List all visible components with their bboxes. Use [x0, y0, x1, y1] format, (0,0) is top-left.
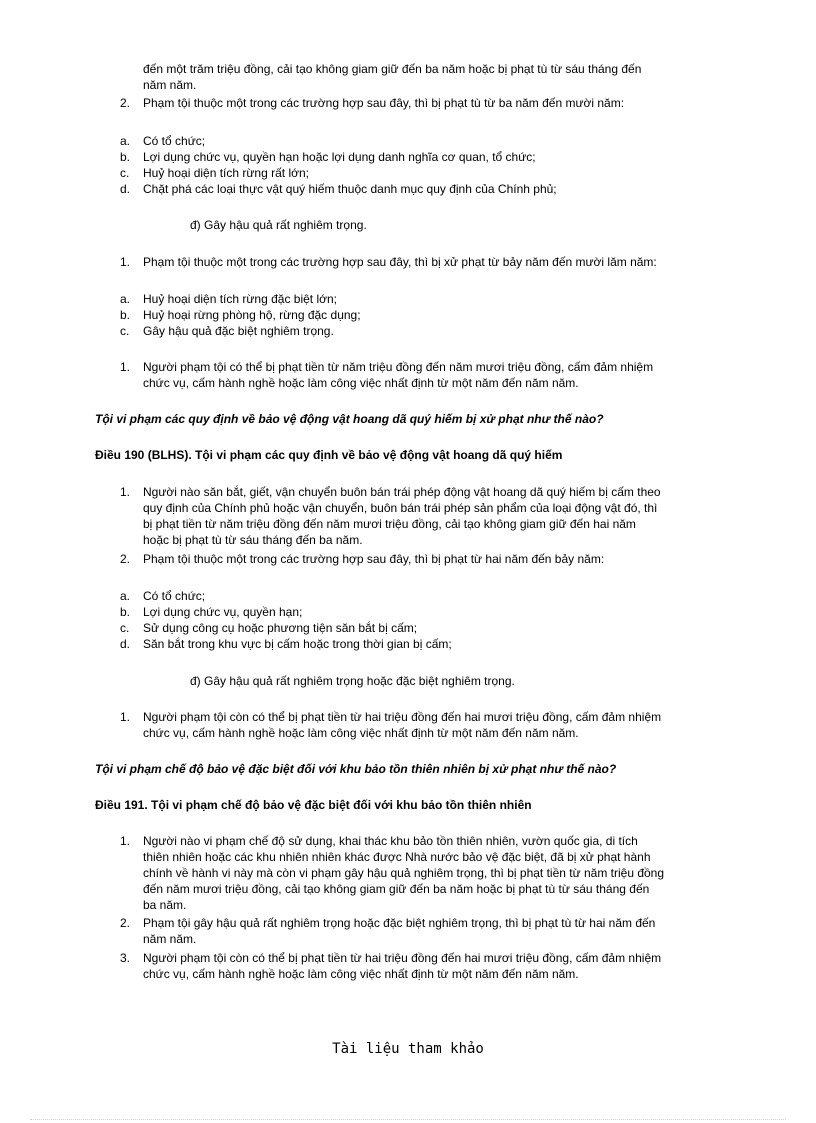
list-letter: a. — [120, 134, 131, 148]
sub-item-text: Có tổ chức; — [143, 134, 206, 148]
list-item-text: Người nào vi phạm chế độ sử dụng, khai thác khu bảo tồn thiên nhiên, vườn quốc gia, di tích — [143, 834, 638, 848]
sub-item-text: Lợi dụng chức vụ, quyền hạn; — [143, 605, 303, 619]
list-letter: b. — [120, 308, 131, 322]
list-item-text: Người phạm tội còn có thể bị phạt tiền từ hai triệu đồng đến hai mươi triệu đồng, cấm đảm nhiệm — [143, 951, 662, 965]
sub-item-text: Huỷ hoại diện tích rừng đặc biệt lớn; — [143, 292, 338, 306]
list-number: 2. — [120, 916, 131, 930]
footer-title: Tài liệu tham khảo — [332, 1041, 484, 1057]
sub-item-text: Chặt phá các loại thực vật quý hiếm thuộc danh mục quy định của Chính phủ; — [143, 182, 557, 196]
sub-item-text: Lợi dụng chức vụ, quyền hạn hoặc lợi dụng danh nghĩa cơ quan, tổ chức; — [143, 150, 536, 164]
list-item-text: ba năm. — [143, 898, 187, 912]
sub-item-text: Có tổ chức; — [143, 589, 206, 603]
list-number: 2. — [120, 96, 131, 110]
list-item-text: Người phạm tội có thể bị phạt tiền từ năm triệu đồng đến năm mươi triệu đồng, cấm đảm nhiệm — [143, 360, 654, 374]
list-item-text: chức vụ, cấm hành nghề hoặc làm công việc nhất định từ một năm đến năm năm. — [143, 376, 579, 390]
list-letter: a. — [120, 589, 131, 603]
sub-item-text: Huỷ hoại rừng phòng hộ, rừng đặc dụng; — [143, 308, 361, 322]
list-number: 1. — [120, 834, 131, 848]
sub-item-text: Sử dụng công cụ hoặc phương tiện săn bắt bị cấm; — [143, 621, 418, 635]
sub-item-text: đ) Gây hậu quả rất nghiêm trọng hoặc đặc biệt nghiêm trọng. — [190, 674, 515, 688]
list-letter: c. — [120, 621, 130, 635]
list-letter: a. — [120, 292, 131, 306]
list-number: 1. — [120, 255, 131, 269]
list-item-text: Người nào săn bắt, giết, vận chuyển buôn bán trái phép động vật hoang dã quý hiếm bị cấm theo — [143, 485, 661, 499]
list-item-text: chức vụ, cấm hành nghề hoặc làm công việc nhất định từ một năm đến năm năm. — [143, 726, 579, 740]
list-item-text: Người phạm tội còn có thể bị phạt tiền từ hai triệu đồng đến hai mươi triệu đồng, cấm đảm nhiệm — [143, 710, 662, 724]
list-item-text: chính về hành vi này mà còn vi phạm gây hậu quả nghiêm trọng, thì bị phạt tiền từ năm triệu đồng — [143, 866, 665, 880]
article-heading: Điều 190 (BLHS). Tội vi phạm các quy định về bảo vệ động vật hoang dã quý hiếm — [95, 448, 563, 462]
list-item-text: chức vụ, cấm hành nghề hoặc làm công việc nhất định từ một năm đến năm năm. — [143, 967, 579, 981]
list-number: 3. — [120, 951, 131, 965]
list-item-text: Phạm tội thuộc một trong các trường hợp sau đây, thì bị phạt từ hai năm đến bảy năm: — [143, 552, 605, 566]
article-heading: Điều 191. Tội vi phạm chế độ bảo vệ đặc biệt đối với khu bảo tồn thiên nhiên — [95, 798, 532, 812]
list-letter: c. — [120, 166, 130, 180]
list-item-text: bị phạt tiền từ năm triệu đồng đến năm mươi triệu đồng, cải tạo không giam giữ đến hai năm — [143, 517, 636, 531]
list-item-text: Phạm tội thuộc một trong các trường hợp sau đây, thì bị xử phạt từ bảy năm đến mười lăm năm: — [143, 255, 657, 269]
sub-item-text: đ) Gây hậu quả rất nghiêm trọng. — [190, 218, 367, 232]
continuation-line: đến một trăm triệu đồng, cải tạo không giam giữ đến ba năm hoặc bị phạt tù từ sáu tháng đến — [143, 62, 642, 76]
sub-item-text: Săn bắt trong khu vực bị cấm hoặc trong thời gian bị cấm; — [143, 637, 452, 651]
list-item-text: quy định của Chính phủ hoặc vận chuyển, buôn bán trái phép sản phẩm của loại động vật đó, thì — [143, 501, 658, 515]
list-number: 1. — [120, 710, 131, 724]
list-letter: d. — [120, 637, 131, 651]
list-letter: b. — [120, 150, 131, 164]
sub-item-text: Gây hậu quả đặc biệt nghiêm trọng. — [143, 324, 334, 338]
list-item-text: Phạm tội gây hậu quả rất nghiêm trọng hoặc đặc biệt nghiêm trọng, thì bị phạt tù từ hai năm đến — [143, 916, 656, 930]
list-item-text: hoặc bị phạt tù từ sáu tháng đến ba năm. — [143, 533, 363, 547]
list-item-text: Phạm tội thuộc một trong các trường hợp sau đây, thì bị phạt tù từ ba năm đến mười năm: — [143, 96, 625, 110]
list-letter: d. — [120, 182, 131, 196]
list-item-text: đến năm mươi triệu đồng, cải tạo không giam giữ đến ba năm hoặc bị phạt tù từ sáu tháng đến — [143, 882, 650, 896]
sub-item-text: Huỷ hoại diện tích rừng rất lớn; — [143, 166, 309, 180]
list-number: 2. — [120, 552, 131, 566]
list-letter: b. — [120, 605, 131, 619]
list-letter: c. — [120, 324, 130, 338]
question-heading: Tội vi phạm các quy định về bảo vệ động vật hoang dã quý hiếm bị xử phạt như thế nào? — [95, 412, 604, 426]
list-item-text: thiên nhiên hoặc các khu nhiên nhiên khác được Nhà nước bảo vệ đặc biệt, đã bị xử phạt hành — [143, 850, 651, 864]
list-number: 1. — [120, 485, 131, 499]
continuation-line: năm năm. — [143, 78, 197, 92]
page-bottom-divider — [30, 1119, 786, 1120]
list-item-text: năm năm. — [143, 932, 197, 946]
list-number: 1. — [120, 360, 131, 374]
question-heading: Tội vi phạm chế độ bảo vệ đặc biệt đối với khu bảo tồn thiên nhiên bị xử phạt như thế nào? — [95, 762, 617, 776]
